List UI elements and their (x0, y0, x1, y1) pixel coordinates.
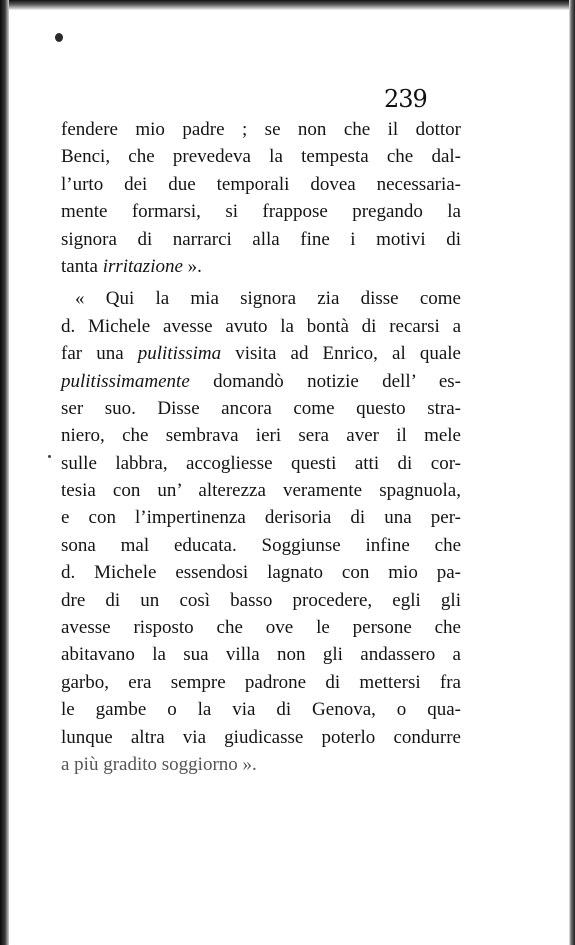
text-run: « Qui la mia signora zia disse come (75, 288, 461, 310)
text-run: far una (61, 343, 138, 365)
text-line (61, 696, 461, 723)
text-run: le gambe o la via di Genova, o qua- (61, 699, 461, 721)
text-run: abitavano la sua villa non gli andassero a (61, 644, 461, 666)
page-left-edge (0, 0, 9, 945)
text-line (61, 198, 461, 225)
text-run: e con l’impertinenza derisoria di una per- (61, 507, 461, 529)
text-run: dre di un così basso procedere, egli gli (61, 589, 461, 611)
text-run: niero, che sembrava ieri sera aver il mele (61, 425, 461, 447)
text-run: tanta (61, 255, 103, 277)
text-line (61, 340, 461, 367)
text-run: d. Michele essendosi lagnato con mio pa- (61, 562, 461, 584)
text-line (61, 285, 461, 312)
text-run: sona mal educata. Soggiunse infine che (61, 534, 461, 556)
text-line (61, 587, 461, 614)
text-line (61, 226, 461, 253)
text-line (61, 751, 461, 778)
text-run: fendere mio padre ; se non che il dottor (61, 119, 461, 140)
text-line (61, 532, 461, 559)
text-line (61, 641, 461, 668)
italic-text: irritazione (102, 255, 183, 277)
text-run: l’urto dei due temporali dovea necessaria- (61, 173, 461, 195)
text-run: mente formarsi, si frappose pregando la (61, 201, 461, 223)
body-text (61, 116, 461, 778)
text-run: ». (182, 255, 202, 277)
text-run: ser suo. Disse ancora come questo stra- (61, 397, 461, 419)
page-number: 239 (384, 85, 427, 113)
text-run: domandò notizie dell’ es- (189, 370, 461, 392)
text-line (61, 368, 461, 395)
text-run: avesse risposto che ove le persone che (61, 617, 461, 639)
italic-text: pulitissimamente (61, 370, 190, 392)
ink-dot (48, 455, 51, 458)
text-line (61, 477, 461, 504)
text-run: d. Michele avesse avuto la bontà di recarsi a (61, 315, 461, 337)
text-line (61, 143, 461, 170)
text-run: lunque altra via giudicasse poterlo condurre (61, 726, 461, 748)
text-line (61, 171, 461, 198)
text-line (61, 313, 461, 340)
text-line (61, 395, 461, 422)
text-run: a più gradito soggiorno ». (61, 753, 257, 775)
text-run: garbo, era sempre padrone di mettersi fra (61, 671, 461, 693)
text-run: visita ad Enrico, al quale (221, 343, 461, 365)
text-line (61, 669, 461, 696)
text-line (61, 724, 461, 751)
page-right-edge (569, 0, 575, 945)
page-top-edge (0, 0, 575, 10)
italic-text: pulitissima (137, 343, 222, 365)
ink-smudge (55, 33, 63, 42)
text-line (61, 253, 461, 280)
text-run: signora di narrarci alla fine i motivi di (61, 228, 461, 250)
text-line (61, 422, 461, 449)
text-line (61, 450, 461, 477)
text-run: tesia con un’ alterezza veramente spagnuola, (61, 480, 461, 502)
text-line (61, 116, 461, 143)
text-line (61, 559, 461, 586)
text-line (61, 504, 461, 531)
text-line (61, 614, 461, 641)
text-run: sulle labbra, accogliesse questi atti di cor- (61, 452, 461, 474)
text-run: Benci, che prevedeva la tempesta che dal- (61, 146, 461, 168)
